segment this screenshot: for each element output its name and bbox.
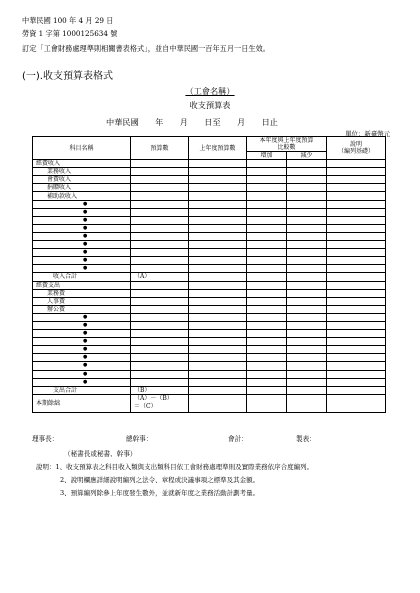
increase-cell	[247, 249, 287, 257]
prev-budget-cell	[189, 168, 247, 176]
decrease-cell	[287, 305, 327, 313]
budget-cell	[131, 208, 189, 216]
prev-budget-cell	[189, 330, 247, 338]
decrease-cell	[287, 321, 327, 329]
note-cell	[327, 305, 386, 313]
decrease-cell	[287, 378, 327, 386]
increase-cell	[247, 305, 287, 313]
note-cell	[327, 386, 386, 394]
table-row	[33, 338, 386, 346]
table-row	[33, 200, 386, 208]
note-cell	[327, 160, 386, 168]
prev-budget-cell	[189, 281, 247, 289]
header-increase: 增加	[247, 152, 287, 160]
table-row	[33, 354, 386, 362]
increase-cell	[247, 370, 287, 378]
prev-budget-cell	[189, 257, 247, 265]
prev-budget-cell	[189, 200, 247, 208]
prev-budget-cell	[189, 176, 247, 184]
budget-cell: （A）	[131, 273, 189, 281]
section-title: (一).收支預算表格式	[22, 71, 113, 82]
budget-cell	[131, 281, 189, 289]
increase-cell	[247, 338, 287, 346]
increase-cell	[247, 184, 287, 192]
prev-budget-cell	[189, 313, 247, 321]
budget-cell	[131, 160, 189, 168]
budget-cell	[131, 330, 189, 338]
note-3: 3、預算編列除參上年度發生數外，並就新年度之業務活動計劃考量。	[60, 489, 260, 497]
prev-budget-cell	[189, 160, 247, 168]
note-2: 2、說明欄應詳細說明編列之法令、章程或決議事項之標準及其金額。	[60, 476, 260, 484]
table-row	[33, 241, 386, 249]
decrease-cell	[287, 232, 327, 240]
prev-budget-cell	[189, 338, 247, 346]
increase-cell	[247, 330, 287, 338]
prev-budget-cell	[189, 241, 247, 249]
note-cell	[327, 241, 386, 249]
decrease-cell	[287, 289, 327, 297]
table-row	[33, 216, 386, 224]
note-cell	[327, 313, 386, 321]
prev-budget-cell	[189, 273, 247, 281]
note-cell	[327, 257, 386, 265]
decrease-cell	[287, 386, 327, 394]
budget-cell	[131, 362, 189, 370]
prev-budget-cell	[189, 192, 247, 200]
header-account: 科目名稱	[33, 137, 131, 160]
note-cell	[327, 378, 386, 386]
bullet-placeholder: ●	[33, 224, 131, 232]
note-cell	[327, 249, 386, 257]
header-decrease: 減少	[287, 152, 327, 160]
prev-budget-cell	[189, 216, 247, 224]
bullet-placeholder: ●	[33, 200, 131, 208]
increase-cell	[247, 160, 287, 168]
bullet-placeholder: ●	[33, 232, 131, 240]
bullet-placeholder: ●	[33, 265, 131, 273]
account-name-cell: 經費支出	[33, 281, 131, 289]
increase-cell	[247, 200, 287, 208]
increase-cell	[247, 232, 287, 240]
decrease-cell	[287, 370, 327, 378]
prev-budget-cell	[189, 354, 247, 362]
balance-formula-line1: （A）－（B）	[134, 395, 173, 403]
decrease-cell	[287, 160, 327, 168]
increase-cell	[247, 289, 287, 297]
note-cell	[327, 362, 386, 370]
increase-cell	[247, 257, 287, 265]
note-cell	[327, 330, 386, 338]
note-cell	[327, 370, 386, 378]
increase-cell	[247, 224, 287, 232]
budget-cell: （B）	[131, 386, 189, 394]
table-row	[33, 208, 386, 216]
prev-budget-cell	[189, 265, 247, 273]
table-row	[33, 297, 386, 305]
increase-cell	[247, 297, 287, 305]
increase-cell	[247, 321, 287, 329]
note-cell	[327, 184, 386, 192]
preparer-label: 製表：	[296, 435, 316, 443]
bullet-placeholder: ●	[33, 354, 131, 362]
header-budget: 預算數	[131, 137, 189, 160]
header-compare-line1: 本年度與上年度預算	[259, 137, 314, 144]
decrease-cell	[287, 273, 327, 281]
decrease-cell	[287, 265, 327, 273]
decree-date: 中華民國 100 年 4 月 29 日	[22, 16, 114, 25]
decrease-cell	[287, 224, 327, 232]
decrease-cell	[287, 208, 327, 216]
budget-cell	[131, 265, 189, 273]
prev-budget-cell	[189, 184, 247, 192]
bullet-placeholder: ●	[33, 321, 131, 329]
table-row	[33, 160, 386, 168]
table-row	[33, 249, 386, 257]
header-note-line2: （編列基礎）	[338, 148, 375, 156]
decrease-cell	[287, 241, 327, 249]
decrease-cell	[287, 168, 327, 176]
prev-budget-cell	[189, 249, 247, 257]
decrease-cell	[287, 200, 327, 208]
balance-row	[33, 394, 386, 412]
note-cell	[327, 281, 386, 289]
note-cell	[327, 338, 386, 346]
prev-budget-cell	[189, 297, 247, 305]
prev-budget-cell	[189, 362, 247, 370]
bullet-placeholder: ●	[33, 257, 131, 265]
account-name-cell: 業務費	[33, 289, 131, 297]
bullet-placeholder: ●	[33, 216, 131, 224]
table-row	[33, 257, 386, 265]
account-name-cell: 捐贈收入	[33, 184, 131, 192]
account-name-cell: 支出合計	[33, 386, 131, 394]
increase-cell	[247, 216, 287, 224]
balance-formula-line2: ＝（C）	[134, 403, 157, 411]
table-row	[33, 273, 386, 281]
balance-prev-cell	[189, 394, 247, 412]
union-name-line	[0, 86, 420, 97]
budget-cell	[131, 184, 189, 192]
secretary-note: （秘書長或秘書、幹事）	[64, 450, 137, 458]
account-name-cell: 人事費	[33, 297, 131, 305]
note-cell	[327, 289, 386, 297]
prev-budget-cell	[189, 289, 247, 297]
budget-cell	[131, 297, 189, 305]
budget-cell	[131, 370, 189, 378]
bullet-placeholder: ●	[33, 338, 131, 346]
balance-label: 本期餘絀	[33, 394, 131, 412]
decrease-cell	[287, 281, 327, 289]
note-1-text: 1、收支預算表之科目收入類與支出類科目依工會財務處理準則及實際業務依序合度編列。	[55, 463, 314, 471]
note-cell	[327, 265, 386, 273]
table-row	[33, 232, 386, 240]
note-cell	[327, 297, 386, 305]
header-prev-budget: 上年度預算數	[189, 137, 247, 160]
bullet-placeholder: ●	[33, 241, 131, 249]
increase-cell	[247, 354, 287, 362]
budget-cell	[131, 176, 189, 184]
budget-cell	[131, 224, 189, 232]
table-row	[33, 265, 386, 273]
table-row	[33, 192, 386, 200]
note-cell	[327, 321, 386, 329]
bullet-placeholder: ●	[33, 362, 131, 370]
account-name-cell: 經費收入	[33, 160, 131, 168]
bullet-placeholder: ●	[33, 346, 131, 354]
bullet-placeholder: ●	[33, 249, 131, 257]
increase-cell	[247, 168, 287, 176]
note-cell	[327, 200, 386, 208]
prev-budget-cell	[189, 232, 247, 240]
increase-cell	[247, 362, 287, 370]
increase-cell	[247, 273, 287, 281]
budget-cell	[131, 257, 189, 265]
budget-cell	[131, 168, 189, 176]
table-row	[33, 289, 386, 297]
increase-cell	[247, 346, 287, 354]
balance-formula	[131, 394, 189, 412]
union-name: （工會名稱）	[185, 86, 235, 96]
decrease-cell	[287, 362, 327, 370]
decrease-cell	[287, 216, 327, 224]
increase-cell	[247, 378, 287, 386]
increase-cell	[247, 208, 287, 216]
prev-budget-cell	[189, 224, 247, 232]
decrease-cell	[287, 297, 327, 305]
decrease-cell	[287, 313, 327, 321]
budget-cell	[131, 289, 189, 297]
prev-budget-cell	[189, 305, 247, 313]
bullet-placeholder: ●	[33, 370, 131, 378]
budget-cell	[131, 354, 189, 362]
table-row	[33, 378, 386, 386]
increase-cell	[247, 176, 287, 184]
table-row	[33, 321, 386, 329]
budget-cell	[131, 346, 189, 354]
increase-cell	[247, 192, 287, 200]
balance-increase-cell	[247, 394, 287, 412]
table-row	[33, 281, 386, 289]
account-name-cell: 收入合計	[33, 273, 131, 281]
note-cell	[327, 208, 386, 216]
note-cell	[327, 176, 386, 184]
decrease-cell	[287, 338, 327, 346]
note-cell	[327, 192, 386, 200]
table-row	[33, 370, 386, 378]
decrease-cell	[287, 184, 327, 192]
chair-label: 理事長：	[32, 435, 59, 443]
bullet-placeholder: ●	[33, 378, 131, 386]
header-note-line1: 說明	[350, 141, 363, 149]
budget-cell	[131, 378, 189, 386]
prev-budget-cell	[189, 370, 247, 378]
bullet-placeholder: ●	[33, 313, 131, 321]
table-row	[33, 330, 386, 338]
note-cell	[327, 224, 386, 232]
decrease-cell	[287, 192, 327, 200]
budget-cell	[131, 192, 189, 200]
budget-cell	[131, 305, 189, 313]
decrease-cell	[287, 330, 327, 338]
account-name-cell: 業務收入	[33, 168, 131, 176]
budget-cell	[131, 338, 189, 346]
account-name-cell: 辦公費	[33, 305, 131, 313]
budget-cell	[131, 232, 189, 240]
account-name-cell: 補助款收入	[33, 192, 131, 200]
table-row	[33, 386, 386, 394]
decrease-cell	[287, 249, 327, 257]
note-1	[36, 462, 313, 471]
increase-cell	[247, 281, 287, 289]
budget-table	[32, 136, 386, 413]
decrease-cell	[287, 257, 327, 265]
balance-note-cell	[327, 394, 386, 412]
accountant-label: 會計：	[228, 435, 248, 443]
table-row	[33, 184, 386, 192]
decree-number: 勞資 1 字第 1000125634 號	[22, 29, 118, 38]
budget-cell	[131, 249, 189, 257]
secretary-label: 總幹事：	[126, 435, 153, 443]
balance-decrease-cell	[287, 394, 327, 412]
note-cell	[327, 273, 386, 281]
prev-budget-cell	[189, 208, 247, 216]
prev-budget-cell	[189, 321, 247, 329]
decree-description: 訂定「工會財務處理準則相關書表格式」，並自中華民國一百年五月一日生效。	[22, 44, 270, 53]
note-cell	[327, 232, 386, 240]
decrease-cell	[287, 346, 327, 354]
decrease-cell	[287, 176, 327, 184]
budget-cell	[131, 241, 189, 249]
note-cell	[327, 216, 386, 224]
table-row	[33, 176, 386, 184]
period-label: 中華民國 年 月 日至 月 日止	[106, 117, 278, 127]
note-cell	[327, 354, 386, 362]
bullet-placeholder: ●	[33, 208, 131, 216]
header-compare-line2: 比較數	[277, 144, 296, 151]
prev-budget-cell	[189, 386, 247, 394]
increase-cell	[247, 313, 287, 321]
prev-budget-cell	[189, 378, 247, 386]
account-name-cell: 會費收入	[33, 176, 131, 184]
bullet-placeholder: ●	[33, 330, 131, 338]
header-note	[327, 137, 386, 160]
increase-cell	[247, 386, 287, 394]
notes-label: 說明：	[36, 463, 56, 471]
budget-cell	[131, 216, 189, 224]
table-row	[33, 346, 386, 354]
increase-cell	[247, 241, 287, 249]
note-cell	[327, 168, 386, 176]
increase-cell	[247, 265, 287, 273]
budget-cell	[131, 200, 189, 208]
budget-cell	[131, 321, 189, 329]
table-row	[33, 313, 386, 321]
table-row	[33, 224, 386, 232]
header-compare	[247, 137, 327, 152]
decrease-cell	[287, 354, 327, 362]
table-row	[33, 168, 386, 176]
currency-unit: 單位：新臺幣元	[345, 130, 390, 138]
prev-budget-cell	[189, 346, 247, 354]
sheet-title: 收支預算表	[189, 100, 231, 110]
note-cell	[327, 346, 386, 354]
table-row	[33, 362, 386, 370]
table-row	[33, 305, 386, 313]
budget-cell	[131, 313, 189, 321]
